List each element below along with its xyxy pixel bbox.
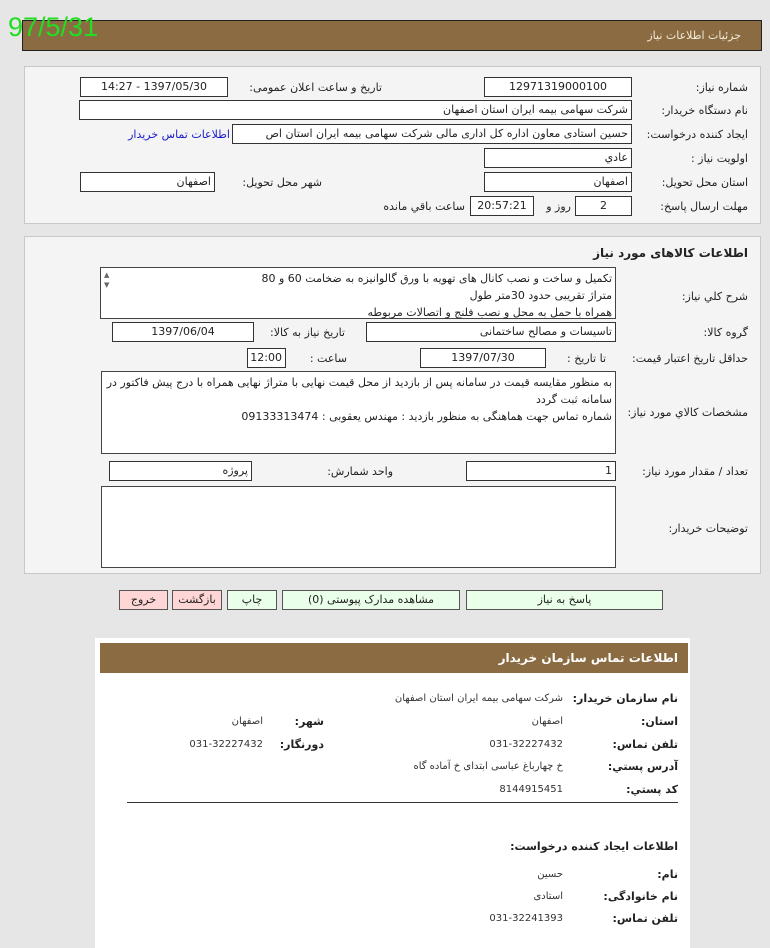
announce-field: 1397/05/30 - 14:27: [80, 77, 228, 97]
desc-label: شرح کلي نياز:: [681, 290, 748, 303]
validity-label: حداقل تاریخ اعتبار قیمت:: [632, 352, 748, 365]
hour-field: 12:00: [247, 348, 286, 368]
spec-line: شماره تماس جهت هماهنگی به منظور بازدید : مهندس یعقوبی : 09133313474: [241, 410, 612, 423]
creator-phone-value: 031-32241393: [489, 913, 563, 924]
priority-label: اولویت نیاز :: [690, 152, 748, 165]
org-label: نام سازمان خریدار:: [572, 692, 678, 705]
date-stamp: 97/5/31: [8, 12, 99, 42]
scrollbar[interactable]: ▲ ▼: [104, 271, 110, 289]
notes-label: توضیحات خریدار:: [668, 522, 748, 535]
to-date-label: تا تاریخ :: [567, 352, 606, 365]
reply-button[interactable]: پاسخ به نیاز: [466, 590, 663, 610]
name-value: حسین: [537, 869, 563, 880]
attachments-button[interactable]: مشاهده مدارک پیوستی (0): [282, 590, 460, 610]
contact-title: اطلاعات تماس سازمان خریدار: [498, 651, 678, 665]
city-value: اصفهان: [231, 716, 263, 727]
city-label: شهر محل تحویل:: [242, 176, 322, 189]
contact-panel: [95, 638, 690, 948]
family-value: استادی: [533, 891, 563, 902]
need-number-field: 12971319000100: [484, 77, 632, 97]
buyer-field: شرکت سهامی بیمه ایران استان اصفهان: [79, 100, 632, 120]
desc-textarea[interactable]: [100, 267, 616, 319]
desc-line: همراه با حمل به محل و نصب فلنج و اتصالات مربوطه: [367, 306, 612, 319]
unit-field: پروژه: [109, 461, 252, 481]
org-value: شرکت سهامی بیمه ایران استان اصفهان: [394, 693, 563, 704]
days-field: 2: [575, 196, 632, 216]
address-value: خ چهارباغ عباسی ابتدای خ آماده گاه: [413, 761, 563, 772]
creator-field: حسین استادی معاون اداره کل اداری مالی شرکت سهامی بیمه ایران استان اص: [232, 124, 632, 144]
group-label: گروه کالا:: [703, 326, 748, 339]
fax-label: دورنگار:: [279, 738, 324, 751]
back-button[interactable]: بازگشت: [172, 590, 222, 610]
priority-field: عادي: [484, 148, 632, 168]
city-field: اصفهان: [80, 172, 215, 192]
family-label: نام خانوادگی:: [603, 890, 678, 903]
creator-phone-label: تلفن تماس:: [612, 912, 678, 925]
unit-label: واحد شمارش:: [327, 465, 393, 478]
phone-label: تلفن تماس:: [612, 738, 678, 751]
to-date-field: 1397/07/30: [420, 348, 546, 368]
need-date-label: تاریخ نیاز به کالا:: [270, 326, 345, 339]
postal-value: 8144915451: [499, 784, 563, 795]
creator-label: ایجاد کننده درخواست:: [646, 128, 748, 141]
announce-label: تاریخ و ساعت اعلان عمومی:: [249, 81, 382, 94]
goods-title: اطلاعات کالاهای مورد نیاز: [593, 246, 748, 260]
buyer-contact-link[interactable]: اطلاعات تماس خریدار: [128, 128, 230, 141]
province-value: اصفهان: [531, 716, 563, 727]
contact-header: [100, 643, 688, 673]
notes-textarea[interactable]: [101, 486, 616, 568]
desc-line: تکمیل و ساخت و نصب کانال های تهویه با ورق گالوانیزه به ضخامت 60 و 80: [261, 272, 612, 285]
spec-label: مشخصات کالاي مورد نياز:: [627, 406, 748, 419]
group-field: تاسیسات و مصالح ساختمانی: [366, 322, 616, 342]
remaining-label: ساعت باقي مانده: [383, 200, 465, 213]
fax-value: 031-32227432: [189, 739, 263, 750]
need-date-field: 1397/06/04: [112, 322, 254, 342]
need-number-label: شماره نیاز:: [695, 81, 748, 94]
creator-title: اطلاعات ایجاد کننده درخواست:: [510, 840, 678, 853]
hour-label: ساعت :: [309, 352, 347, 365]
spec-textarea[interactable]: [101, 371, 616, 454]
divider: [127, 802, 678, 803]
province-label: استان محل تحویل:: [661, 176, 748, 189]
qty-field: 1: [466, 461, 616, 481]
phone-value: 031-32227432: [489, 739, 563, 750]
address-label: آدرس پستي:: [607, 760, 678, 773]
province-label: استان:: [641, 715, 678, 728]
time-field: 20:57:21: [470, 196, 534, 216]
buyer-label: نام دستگاه خریدار:: [661, 104, 748, 117]
name-label: نام:: [657, 868, 678, 881]
postal-label: کد پستي:: [626, 783, 678, 796]
qty-label: تعداد / مقدار مورد نیاز:: [642, 465, 748, 478]
province-field: اصفهان: [484, 172, 632, 192]
desc-line: متراژ تقریبی حدود 30متر طول: [469, 289, 612, 302]
print-button[interactable]: چاپ: [227, 590, 277, 610]
deadline-label: مهلت ارسال پاسخ:: [660, 200, 748, 213]
page-header: [22, 20, 762, 51]
days-suffix: روز و: [546, 200, 571, 213]
city-label: شهر:: [294, 715, 324, 728]
exit-button[interactable]: خروج: [119, 590, 168, 610]
page-title: جزئیات اطلاعات نیاز: [647, 29, 741, 42]
spec-line: به منظور مقایسه قیمت در سامانه پس از بازدید از محل قیمت نهایی با متراژ نهایی همراه با درج پیش فاکتور در سامانه ثبت گردد: [106, 376, 612, 406]
